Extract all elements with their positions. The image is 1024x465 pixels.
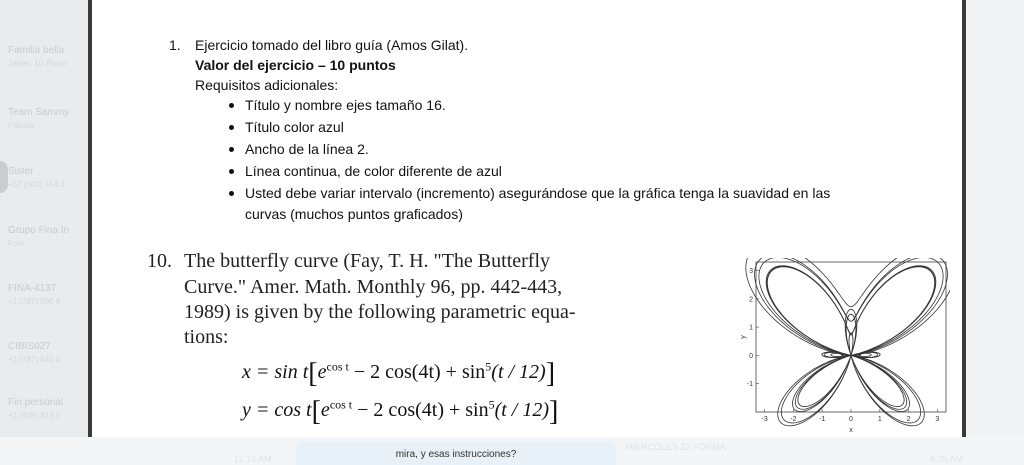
requirement-item: Ancho de la línea 2. [245, 141, 369, 157]
problem-text-line: Curve." Amer. Math. Monthly 96, pp. 442-443, [184, 276, 563, 298]
chat-preview: +57 (300) 454 3 [8, 180, 65, 189]
equation-x: $x = \sin t[e^{cos t} - 2$ $\cos(4t) + \sin^5(t / 12)$] [242, 358, 556, 389]
bullet [229, 191, 234, 196]
item-number: 1. [169, 37, 181, 53]
image-viewer-document [92, 0, 962, 437]
y-tick-label: 2 [749, 296, 753, 304]
chat-name: CIBIS027 [8, 341, 51, 352]
equation-power: 5 [485, 359, 492, 374]
chat-list-item[interactable] [8, 341, 92, 364]
chat-name: Familia bella [8, 45, 65, 56]
chat-list-item[interactable] [8, 397, 92, 420]
chat-preview: +1 (939) 319 9 [8, 411, 61, 420]
bullet [229, 103, 234, 108]
problem-text-line: tions: [184, 326, 229, 348]
chat-name: FINA-4137 [8, 283, 57, 294]
x-tick-label: -1 [819, 416, 826, 423]
x-axis-ticks [762, 409, 940, 423]
butterfly-curve-line [746, 258, 950, 426]
x-tick-label: 1 [877, 416, 882, 423]
problem-text-line: The butterfly curve (Fay, T. H. "The Butterfly [184, 250, 551, 272]
problem-text-line: 1989) is given by the following parametric equa- [184, 301, 576, 323]
chat-list-item[interactable] [8, 107, 92, 130]
chat-list-item[interactable] [8, 166, 92, 189]
chat-list-item[interactable] [8, 225, 92, 248]
x-tick-label: 0 [849, 416, 853, 423]
x-axis-label: x [849, 427, 853, 434]
y-tick-label: -1 [746, 381, 753, 389]
chat-name: Sister [8, 166, 34, 177]
chat-preview: Foto [8, 239, 25, 248]
problem-number: 10. [147, 250, 172, 272]
requirement-item: Título color azul [245, 119, 344, 135]
chat-list-sidebar [0, 0, 92, 465]
x-tick-label: -3 [761, 416, 768, 423]
equation-tail: (t / 12) [491, 361, 546, 383]
chat-preview: +1 (787) 541 8 [8, 355, 61, 364]
y-axis-ticks [747, 268, 759, 388]
chat-preview: Jaider: 10 Photo [8, 59, 67, 68]
equation-exponent: cos t [329, 397, 353, 412]
ghost-timestamp: 11:13 AM [234, 454, 272, 464]
chat-name: Grupo Fina In [8, 225, 70, 236]
bullet [229, 147, 234, 152]
right-side-panel [966, 0, 1024, 465]
plot-frame [756, 262, 946, 412]
equation-lhs: y = cos t [242, 399, 312, 421]
x-tick-label: 2 [906, 416, 911, 423]
value-line: Valor del ejercicio – 10 puntos [195, 57, 396, 73]
equation-power: 5 [488, 397, 495, 412]
bullet [229, 125, 234, 130]
equation-lhs: x = sin t [242, 361, 309, 383]
chat-name: Team Sammy [8, 107, 70, 118]
y-axis-label: y [740, 335, 747, 339]
equation-middle: − 2 cos(4t) + sin [348, 361, 486, 383]
equation-tail: (t / 12) [494, 399, 550, 421]
y-tick-label: 0 [749, 352, 753, 360]
y-tick-label: 1 [749, 324, 753, 332]
ghost-timestamp: 8:35 AM [930, 454, 964, 464]
chat-name: Fin personal [8, 397, 64, 408]
message-caption: mira, y esas instrucciones? [395, 449, 517, 460]
chat-preview: Fabiola [8, 121, 35, 130]
equation-exponent: cos t [326, 359, 349, 374]
requirement-item: Título y nombre ejes tamaño 16. [245, 97, 446, 113]
chat-list-item[interactable] [8, 45, 92, 68]
equation-middle: − 2 cos(4t) + sin [352, 399, 489, 421]
butterfly-plot [740, 258, 950, 437]
y-tick-label: 3 [749, 267, 753, 275]
requirement-item-continuation: curvas (muchos puntos graficados) [245, 206, 463, 222]
ghost-date-label: MIERCOLES 22 FORMA [625, 442, 726, 452]
bullet [229, 169, 234, 174]
equation-y: $y = \cos t[e^{cos t} - 2$ $\cos(4t) + \sin^5(t / 12)$] [242, 396, 559, 427]
requirements-heading: Requisitos adicionales: [195, 77, 339, 93]
x-tick-label: 3 [935, 416, 940, 423]
item-title: Ejercicio tomado del libro guía (Amos Gilat). [195, 37, 469, 53]
panel-handle[interactable] [0, 161, 8, 193]
x-tick-label: -2 [790, 416, 797, 423]
requirement-item: Usted debe variar intervalo (incremento) asegurándose que la gráfica tenga la suavidad en las [245, 185, 831, 201]
chat-preview: +1 (787) 590 8 [8, 297, 61, 306]
chat-list-item[interactable] [8, 283, 92, 306]
requirement-item: Línea continua, de color diferente de azul [245, 163, 502, 179]
